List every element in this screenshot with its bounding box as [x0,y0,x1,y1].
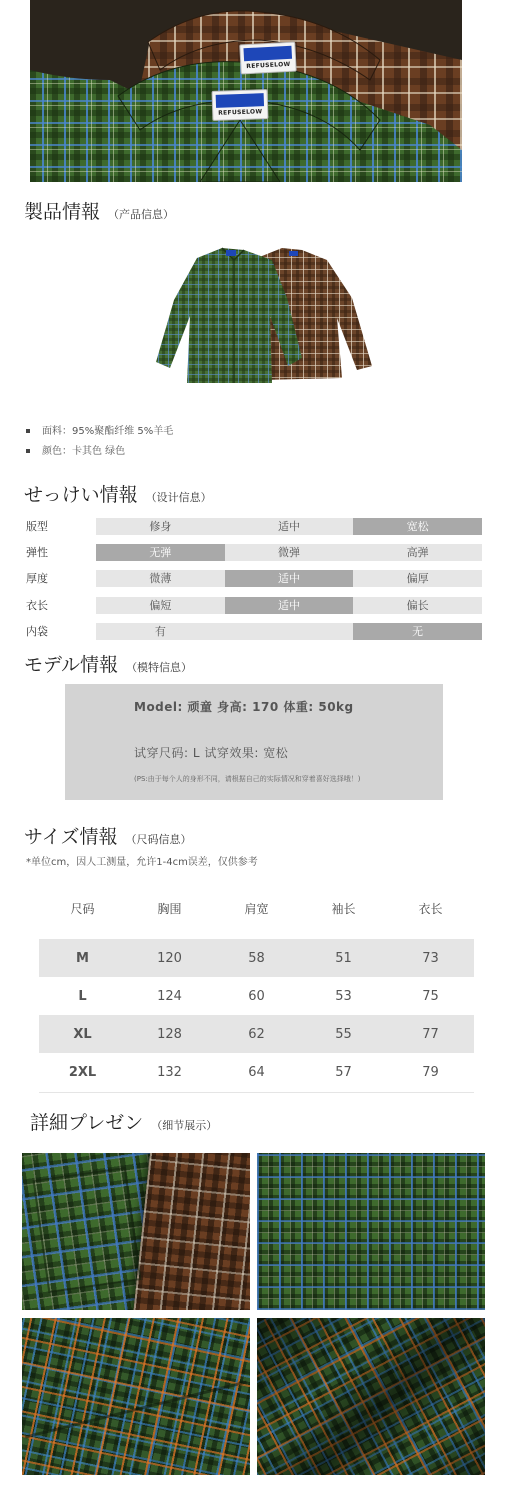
design-row [26,597,482,614]
design-scale-bar [96,597,482,614]
design-row [26,544,482,561]
size-value-cell: 77 [422,1026,439,1042]
design-scale-option: 适中 [278,520,300,533]
bullet-square-icon [26,429,30,433]
design-scale-option: 适中 [225,570,354,587]
design-scale-option: 有 [154,625,166,638]
size-value-cell: 132 [157,1064,182,1080]
design-scale-option: 微薄 [149,572,172,585]
design-scale-bar [96,518,482,535]
section-title: せっけい情報 [24,484,138,506]
section-subtitle: （细节展示） [151,1119,218,1132]
section-title: 詳細プレゼン [30,1112,144,1134]
bullet-square-icon [26,449,30,453]
size-value-cell: 55 [335,1026,352,1042]
design-scale-option: 高弹 [406,546,429,559]
size-info-heading [24,822,191,849]
bullet-fabric [26,422,173,437]
product-photo-two-shirts [152,238,382,388]
size-value-cell: 120 [157,950,182,966]
fold-shadows [257,1318,485,1475]
design-row-label: 版型 [26,520,48,533]
brand-label-text: REFUSELOW [218,108,263,117]
brand-label-back: REFUSELOW [239,42,296,75]
design-scale-option: 偏短 [149,599,172,612]
model-info-heading [24,650,192,677]
section-title: モデル情報 [24,654,119,676]
size-value-cell: 75 [422,988,439,1004]
detail-photo-pockets [22,1153,250,1310]
detail-photo-folds [257,1318,485,1475]
size-header-cell: 尺码 [70,902,95,916]
design-scale-option: 微弹 [278,546,300,559]
bullet-color [26,442,125,457]
bullet-text: 颜色：卡其色 绿色 [42,446,126,457]
design-scale-bar [96,570,482,587]
size-table [39,885,474,1091]
design-row-label: 内袋 [26,625,48,638]
shirts-illustration [152,238,382,388]
detail-photo-seam [22,1318,250,1475]
size-value-cell: 60 [248,988,265,1004]
product-info-heading [24,197,174,224]
size-header-cell: 衣长 [418,902,443,916]
design-row [26,570,482,587]
size-value-cell: 57 [335,1064,352,1080]
size-value-cell: 53 [335,988,352,1004]
model-note: (PS:由于每个人的身形不同，请根据自己的实际情况和穿着喜好选择哦！) [134,775,361,783]
table-row [39,1053,474,1091]
section-subtitle: （产品信息） [108,208,175,221]
design-scale-option [225,623,354,640]
section-subtitle: （模特信息） [126,661,193,674]
bullet-text: 面料：95%聚酯纤维 5%羊毛 [42,426,174,437]
brown-fabric [133,1153,250,1310]
size-header-cell: 胸围 [157,902,182,916]
size-value-cell: 124 [157,988,182,1004]
design-row [26,623,482,640]
design-scale-option: 修身 [149,520,172,533]
detail-photo-plaid-green [257,1153,485,1310]
table-row [39,1015,474,1053]
size-code-cell: XL [73,1026,92,1042]
design-row-label: 衣长 [26,599,48,612]
design-scale-option: 偏长 [406,599,429,612]
section-subtitle: （设计信息） [145,491,212,504]
size-header-cell: 肩宽 [244,902,269,916]
detail-info-heading [30,1108,217,1135]
size-value-cell: 62 [248,1026,265,1042]
size-value-cell: 128 [157,1026,182,1042]
design-scale-option: 宽松 [353,518,482,535]
table-divider [39,1092,474,1093]
hero-collar-photo [30,0,462,182]
size-header-cell: 袖长 [331,902,356,916]
model-info-box [65,684,443,800]
size-code-cell: L [78,988,87,1004]
size-table-header [39,885,474,932]
design-info-heading [24,480,212,507]
size-value-cell: 51 [335,950,352,966]
model-fit: 试穿尺码: L 试穿效果: 宽松 [134,746,289,760]
design-scale-option: 无 [353,623,482,640]
pocket-outline [33,1167,142,1293]
design-scale-option: 无弹 [96,544,225,561]
section-title: サイズ情報 [24,826,118,848]
model-stats: Model: 顽童 身高: 170 体重: 50kg [134,700,354,714]
design-row [26,518,482,535]
size-value-cell: 64 [248,1064,265,1080]
design-row-label: 弹性 [26,546,48,559]
table-row [39,977,474,1015]
design-scale-bar [96,544,482,561]
size-code-cell: 2XL [68,1064,97,1080]
size-code-cell: M [76,950,89,966]
design-scale-bar [96,623,482,640]
size-value-cell: 73 [422,950,439,966]
design-row-label: 厚度 [26,572,48,585]
brand-label-front [211,89,268,121]
size-value-cell: 58 [248,950,265,966]
design-scale-option: 适中 [225,597,354,614]
design-scale-option: 偏厚 [406,572,429,585]
green-fabric [22,1318,250,1475]
section-subtitle: （尺码信息） [125,833,192,846]
table-row [39,939,474,977]
size-note: *单位cm，因人工测量，允许1-4cm误差，仅供参考 [26,857,258,868]
size-value-cell: 79 [422,1064,439,1080]
section-title: 製品情報 [24,201,101,223]
